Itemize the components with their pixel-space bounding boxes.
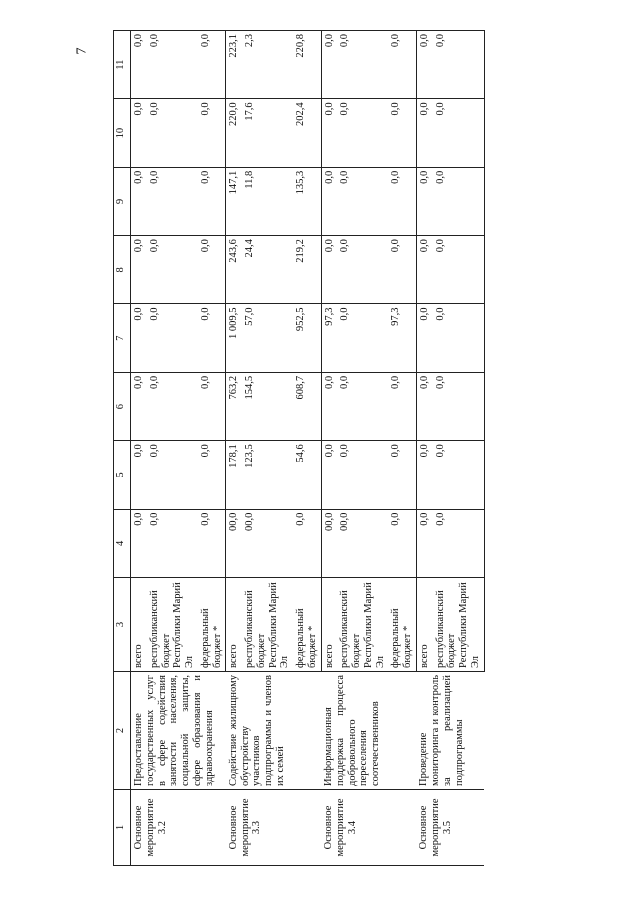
value-cell-col-4: 00,0 <box>321 509 337 577</box>
column-header-3: 3 <box>114 578 131 672</box>
value-cell-col-6: 0,0 <box>147 372 198 440</box>
activity-id: Основное мероприятие 3.4 <box>321 790 416 866</box>
value-cell-col-9: 11,8 <box>242 167 293 235</box>
activity-name: Информационная поддержка процесса добровольного переселения соотечественников <box>321 672 416 790</box>
activity-id: Основное мероприятие 3.2 <box>131 790 226 866</box>
value-cell-col-10: 0,0 <box>131 99 147 167</box>
column-header-4: 4 <box>114 509 131 577</box>
table-body <box>131 31 485 866</box>
value-cell-col-4: 0,0 <box>198 509 226 577</box>
funding-source: всего <box>416 578 432 672</box>
value-cell-col-8: 0,0 <box>416 236 432 304</box>
funding-table <box>113 30 485 866</box>
funding-source: федеральный бюджет * <box>198 578 226 672</box>
column-header-2: 2 <box>114 672 131 790</box>
column-header-5: 5 <box>114 441 131 509</box>
value-cell-col-6: 0,0 <box>388 372 416 440</box>
value-cell-col-4: 0,0 <box>416 509 432 577</box>
activity-id: Основное мероприятие 3.5 <box>416 790 484 866</box>
table-row <box>416 31 432 866</box>
value-cell-col-11: 0,0 <box>147 31 198 99</box>
value-cell-col-6: 0,0 <box>198 372 226 440</box>
value-cell-col-10: 0,0 <box>433 99 485 167</box>
value-cell-col-6: 0,0 <box>131 372 147 440</box>
value-cell-col-9: 0,0 <box>198 167 226 235</box>
value-cell-col-7: 0,0 <box>131 304 147 372</box>
value-cell-col-11: 0,0 <box>416 31 432 99</box>
table-row <box>226 31 242 866</box>
activity-name: Содействие жилищному обустройству участников подпрограммы и членов их семей <box>226 672 321 790</box>
table-row <box>321 31 337 866</box>
value-cell-col-10: 202,4 <box>293 99 321 167</box>
value-cell-col-4: 0,0 <box>147 509 198 577</box>
value-cell-col-8: 0,0 <box>337 236 388 304</box>
value-cell-col-6: 0,0 <box>337 372 388 440</box>
value-cell-col-8: 0,0 <box>147 236 198 304</box>
value-cell-col-9: 0,0 <box>388 167 416 235</box>
table-header <box>114 31 131 866</box>
value-cell-col-4: 0,0 <box>433 509 485 577</box>
activity-name: Проведение мониторинга и контроль за реализацией подпрограммы <box>416 672 484 790</box>
value-cell-col-7: 57,0 <box>242 304 293 372</box>
column-header-7: 7 <box>114 304 131 372</box>
funding-source: республиканский бюджет Республики Марий Эл <box>337 578 388 672</box>
value-cell-col-11: 0,0 <box>131 31 147 99</box>
value-cell-col-4: 0,0 <box>293 509 321 577</box>
column-header-1: 1 <box>114 790 131 866</box>
value-cell-col-10: 17,6 <box>242 99 293 167</box>
value-cell-col-6: 0,0 <box>433 372 485 440</box>
value-cell-col-11: 0,0 <box>337 31 388 99</box>
funding-source: всего <box>226 578 242 672</box>
value-cell-col-7: 0,0 <box>433 304 485 372</box>
value-cell-col-4: 00,0 <box>242 509 293 577</box>
value-cell-col-6: 608,7 <box>293 372 321 440</box>
value-cell-col-9: 0,0 <box>433 167 485 235</box>
value-cell-col-6: 0,0 <box>416 372 432 440</box>
value-cell-col-4: 00,0 <box>226 509 242 577</box>
value-cell-col-7: 952,5 <box>293 304 321 372</box>
column-header-6: 6 <box>114 372 131 440</box>
value-cell-col-11: 2,3 <box>242 31 293 99</box>
value-cell-col-8: 219,2 <box>293 236 321 304</box>
value-cell-col-4: 0,0 <box>131 509 147 577</box>
funding-source: федеральный бюджет * <box>388 578 416 672</box>
value-cell-col-5: 123,5 <box>242 441 293 509</box>
value-cell-col-8: 0,0 <box>388 236 416 304</box>
value-cell-col-5: 0,0 <box>416 441 432 509</box>
value-cell-col-5: 0,0 <box>433 441 485 509</box>
value-cell-col-9: 0,0 <box>147 167 198 235</box>
value-cell-col-9: 0,0 <box>131 167 147 235</box>
value-cell-col-9: 147,1 <box>226 167 242 235</box>
value-cell-col-6: 763,2 <box>226 372 242 440</box>
value-cell-col-10: 220,0 <box>226 99 242 167</box>
value-cell-col-11: 0,0 <box>321 31 337 99</box>
value-cell-col-10: 0,0 <box>147 99 198 167</box>
value-cell-col-8: 0,0 <box>433 236 485 304</box>
value-cell-col-5: 0,0 <box>321 441 337 509</box>
value-cell-col-4: 0,0 <box>388 509 416 577</box>
value-cell-col-5: 0,0 <box>337 441 388 509</box>
value-cell-col-8: 24,4 <box>242 236 293 304</box>
column-header-10: 10 <box>114 99 131 167</box>
value-cell-col-7: 0,0 <box>147 304 198 372</box>
value-cell-col-10: 0,0 <box>337 99 388 167</box>
value-cell-col-5: 0,0 <box>198 441 226 509</box>
value-cell-col-9: 135,3 <box>293 167 321 235</box>
value-cell-col-7: 0,0 <box>416 304 432 372</box>
value-cell-col-9: 0,0 <box>337 167 388 235</box>
value-cell-col-10: 0,0 <box>388 99 416 167</box>
value-cell-col-11: 0,0 <box>433 31 485 99</box>
value-cell-col-9: 0,0 <box>321 167 337 235</box>
page-number: 7 <box>74 47 90 55</box>
value-cell-col-7: 0,0 <box>337 304 388 372</box>
value-cell-col-5: 0,0 <box>131 441 147 509</box>
funding-source: республиканский бюджет Республики Марий Эл <box>433 578 485 672</box>
value-cell-col-10: 0,0 <box>198 99 226 167</box>
value-cell-col-6: 154,5 <box>242 372 293 440</box>
value-cell-col-9: 0,0 <box>416 167 432 235</box>
funding-source: республиканский бюджет Республики Марий Эл <box>147 578 198 672</box>
value-cell-col-8: 0,0 <box>198 236 226 304</box>
value-cell-col-7: 97,3 <box>388 304 416 372</box>
activity-id: Основное мероприятие 3.3 <box>226 790 321 866</box>
value-cell-col-10: 0,0 <box>321 99 337 167</box>
table-row <box>131 31 147 866</box>
value-cell-col-7: 1 009,5 <box>226 304 242 372</box>
value-cell-col-11: 220,8 <box>293 31 321 99</box>
value-cell-col-5: 54,6 <box>293 441 321 509</box>
value-cell-col-7: 97,3 <box>321 304 337 372</box>
funding-source: всего <box>321 578 337 672</box>
value-cell-col-10: 0,0 <box>416 99 432 167</box>
value-cell-col-11: 223,1 <box>226 31 242 99</box>
funding-source: федеральный бюджет * <box>293 578 321 672</box>
activity-name: Предоставление государственных услуг в сфере содействия занятости населения, социальной защиты, сфере образования и здравоохранения <box>131 672 226 790</box>
funding-source: всего <box>131 578 147 672</box>
value-cell-col-5: 0,0 <box>147 441 198 509</box>
value-cell-col-5: 178,1 <box>226 441 242 509</box>
value-cell-col-4: 00,0 <box>337 509 388 577</box>
column-header-11: 11 <box>114 31 131 99</box>
column-header-8: 8 <box>114 236 131 304</box>
value-cell-col-5: 0,0 <box>388 441 416 509</box>
rotated-table-container <box>113 30 633 866</box>
value-cell-col-8: 0,0 <box>131 236 147 304</box>
value-cell-col-8: 243,6 <box>226 236 242 304</box>
value-cell-col-6: 0,0 <box>321 372 337 440</box>
value-cell-col-8: 0,0 <box>321 236 337 304</box>
value-cell-col-11: 0,0 <box>388 31 416 99</box>
column-header-9: 9 <box>114 167 131 235</box>
funding-source: республиканский бюджет Республики Марий Эл <box>242 578 293 672</box>
value-cell-col-7: 0,0 <box>198 304 226 372</box>
value-cell-col-11: 0,0 <box>198 31 226 99</box>
